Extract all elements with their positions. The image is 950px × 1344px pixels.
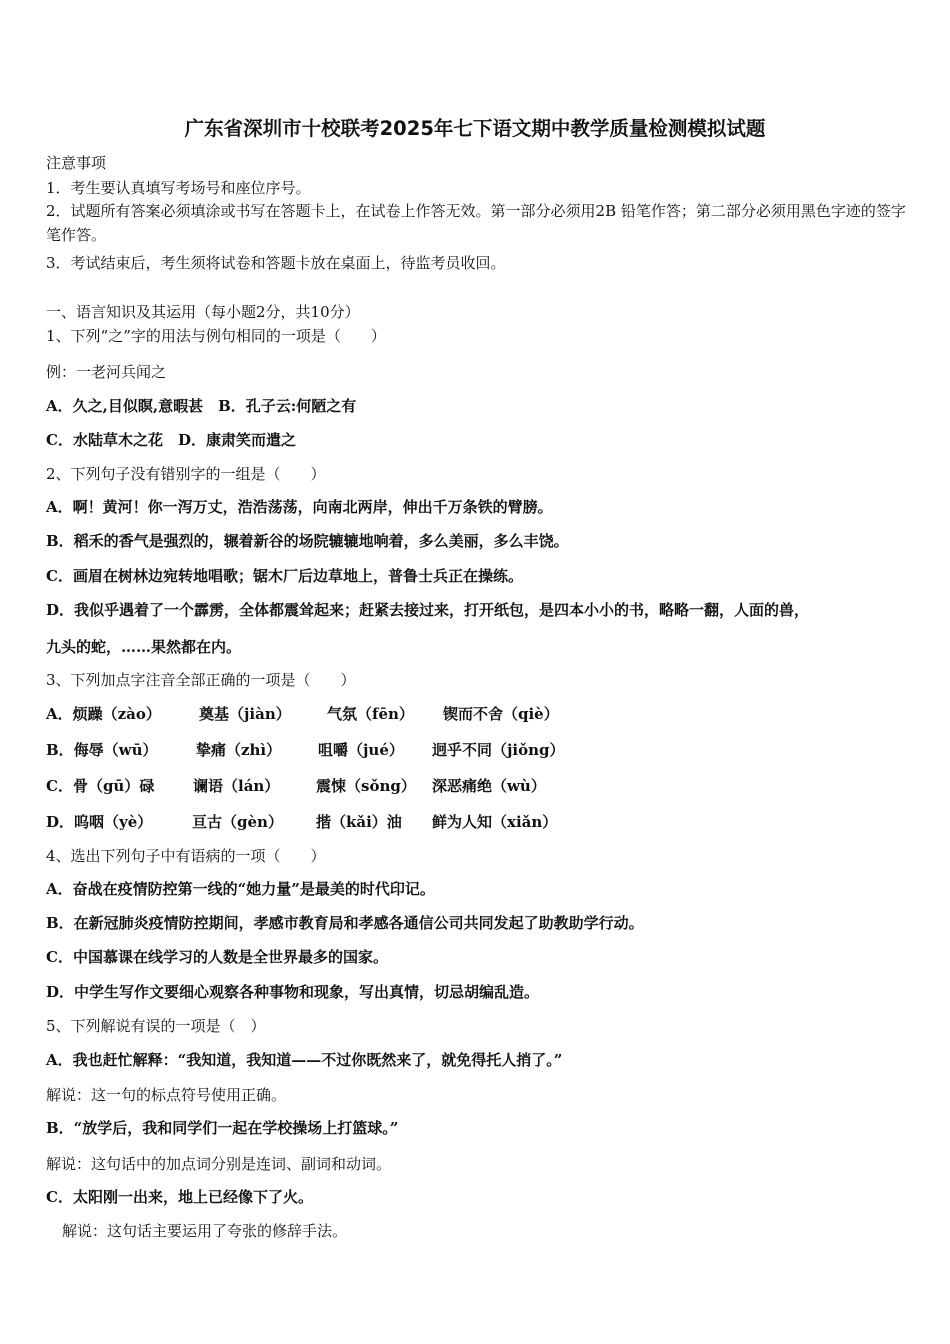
q5-note-a: 解说：这一句的标点符号使用正确。 [46,1086,287,1104]
notice-item-1: 1．考生要认真填写考场号和座位序号。 [46,179,311,197]
q4-option-c: C．中国慕课在线学习的人数是全世界最多的国家。 [46,948,388,966]
q3-a-item: A．烦躁（zào） [46,705,161,723]
q3-a-item: 气氛（fēn） [327,705,414,723]
notice-item-3: 3．考试结束后，考生须将试卷和答题卡放在桌面上，待监考员收回。 [46,254,506,272]
q1-options-ab: A．久之,目似瞑,意暇甚 B．孔子云:何陋之有 [46,397,357,415]
q5-option-b: B．“放学后，我和同学们一起在学校操场上打篮球。” [46,1119,399,1137]
q3-d-item: 揩（kǎi）油 [316,813,402,831]
q3-c-item: 深恶痛绝（wù） [432,777,546,795]
q4-option-d: D．中学生写作文要细心观察各种事物和现象，写出真情，切忌胡编乱造。 [46,983,540,1001]
q5-note-b: 解说：这句话中的加点词分别是连词、副词和动词。 [46,1155,392,1173]
q3-b-item: 咀嚼（jué） [318,741,404,759]
q3-c-item: 震悚（sǒng） [316,777,416,795]
notice-item-2: 2．试题所有答案必须填涂或书写在答题卡上，在试卷上作答无效。第一部分必须用2B 铅笔作答；第二部分必须用黑色字迹的签字笔作答。 [46,202,906,244]
q2-option-a: A．啊！黄河！你一泻万丈，浩浩荡荡，向南北两岸，伸出千万条铁的臂膀。 [46,498,553,516]
q2-option-d-cont: 九头的蛇，……果然都在内。 [46,638,242,656]
section-heading: 一、语言知识及其运用（每小题2分，共10分） [46,303,360,321]
q2-stem: 2、下列句子没有错别字的一组是（ ） [46,465,326,483]
q5-stem: 5、下列解说有误的一项是（ ） [46,1017,266,1035]
q3-b-item: 挚痛（zhì） [196,741,282,759]
q5-option-c: C．太阳刚一出来，地上已经像下了火。 [46,1188,313,1206]
q3-a-item: 锲而不舍（qiè） [443,705,559,723]
q3-c-item: C．骨（gū）碌 [46,777,155,795]
q1-options-cd: C．水陆草木之花 D．康肃笑而遣之 [46,431,296,449]
q3-b-item: B．侮辱（wū） [46,741,158,759]
q1-stem: 1、下列“之”字的用法与例句相同的一项是（ ） [46,327,386,345]
q2-option-d: D．我似乎遇着了一个霹雳，全体都震耸起来；赶紧去接过来，打开纸包，是四本小小的书，略略一翻，人面的兽， [46,601,810,619]
q3-d-item: 鲜为人知（xiǎn） [432,813,558,831]
page-title: 广东省深圳市十校联考2025年七下语文期中教学质量检测模拟试题 [184,117,766,140]
q4-stem: 4、选出下列句子中有语病的一项（ ） [46,847,326,865]
q3-b-item: 迥乎不同（jiǒng） [432,741,565,759]
q3-c-item: 谰语（lán） [193,777,280,795]
q4-option-b: B．在新冠肺炎疫情防控期间，孝感市教育局和孝感各通信公司共同发起了助教助学行动。 [46,914,644,932]
q3-a-item: 奠基（jiàn） [199,705,291,723]
q3-stem: 3、下列加点字注音全部正确的一项是（ ） [46,671,356,689]
q5-note-c: 解说：这句话主要运用了夸张的修辞手法。 [62,1222,348,1240]
notice-heading: 注意事项 [46,154,107,172]
q4-option-a: A．奋战在疫情防控第一线的“她力量”是最美的时代印记。 [46,880,435,898]
q1-example: 例：一老河兵闻之 [46,363,167,381]
q3-d-item: 亘古（gèn） [192,813,283,831]
q5-option-a: A．我也赶忙解释：“我知道，我知道——不过你既然来了，就免得托人捎了。” [46,1051,563,1069]
q2-option-c: C．画眉在树林边宛转地唱歌；锯木厂后边草地上，普鲁士兵正在操练。 [46,567,523,585]
q3-d-item: D．呜咽（yè） [46,813,153,831]
q2-option-b: B．稻禾的香气是强烈的，辗着新谷的场院辘辘地响着，多么美丽，多么丰饶。 [46,532,569,550]
